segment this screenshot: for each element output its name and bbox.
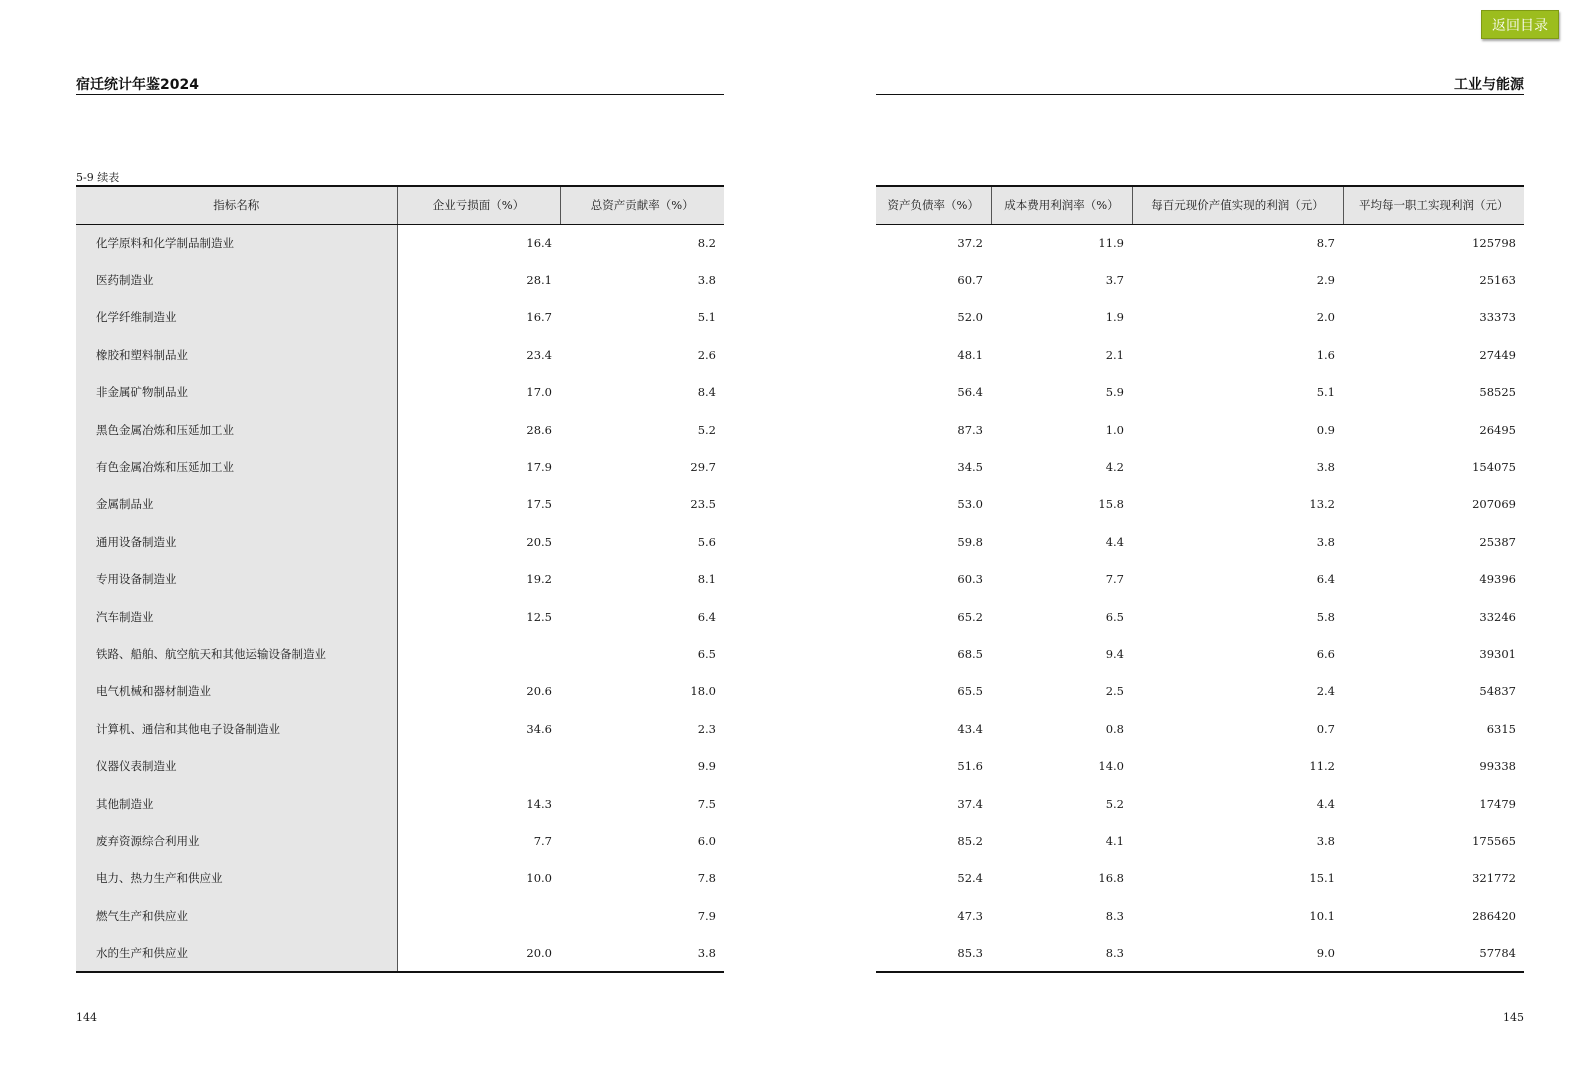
table-row xyxy=(876,897,1524,934)
value-cell: 18.0 xyxy=(690,684,716,699)
indicator-name-cell: 化学纤维制造业 xyxy=(76,299,397,336)
table-row xyxy=(76,448,724,485)
indicator-name-cell: 其他制造业 xyxy=(76,785,397,822)
value-cell: 20.5 xyxy=(526,534,552,549)
value-cell: 16.8 xyxy=(1098,871,1124,886)
value-cell: 14.3 xyxy=(526,796,552,811)
value-cell: 0.7 xyxy=(1316,721,1335,736)
value-cell: 37.4 xyxy=(957,796,983,811)
table-row xyxy=(76,486,724,523)
value-cell: 5.9 xyxy=(1105,385,1124,400)
table-row xyxy=(876,822,1524,859)
table-row xyxy=(76,561,724,598)
value-cell: 52.4 xyxy=(957,871,983,886)
value-cell: 20.6 xyxy=(526,684,552,699)
value-cell: 33373 xyxy=(1479,310,1516,325)
right-page-header: 工业与能源 xyxy=(1454,77,1524,93)
value-cell: 2.1 xyxy=(1105,347,1124,362)
right-data-table xyxy=(876,185,1524,973)
value-cell: 47.3 xyxy=(957,908,983,923)
indicator-name-cell: 仪器仪表制造业 xyxy=(76,747,397,784)
value-cell: 7.8 xyxy=(697,871,716,886)
value-cell: 2.0 xyxy=(1316,310,1335,325)
value-cell: 321772 xyxy=(1472,871,1516,886)
value-cell: 23.5 xyxy=(690,497,716,512)
table-row xyxy=(876,374,1524,411)
indicator-name-cell: 铁路、船舶、航空航天和其他运输设备制造业 xyxy=(76,635,397,672)
value-cell: 60.3 xyxy=(957,572,983,587)
value-cell: 6315 xyxy=(1486,721,1516,736)
value-cell: 15.1 xyxy=(1309,871,1335,886)
value-cell: 2.3 xyxy=(697,721,716,736)
indicator-name-cell: 橡胶和塑料制品业 xyxy=(76,336,397,373)
value-cell: 20.0 xyxy=(397,934,560,971)
value-cell: 26495 xyxy=(1479,422,1516,437)
table-row xyxy=(76,747,724,784)
value-cell: 52.0 xyxy=(957,310,983,325)
column-header: 企业亏损面（%） xyxy=(397,186,560,224)
value-cell: 59.8 xyxy=(957,534,983,549)
value-cell: 7.9 xyxy=(697,908,716,923)
table-row xyxy=(76,411,724,448)
value-cell: 17.9 xyxy=(526,460,552,475)
table-row xyxy=(876,523,1524,560)
table-row xyxy=(876,934,1524,971)
table-row xyxy=(76,785,724,822)
left-table-header-row xyxy=(76,186,724,224)
indicator-name-cell: 电气机械和器材制造业 xyxy=(76,673,397,710)
value-cell: 17479 xyxy=(1479,796,1516,811)
table-row xyxy=(876,598,1524,635)
value-cell: 65.5 xyxy=(957,684,983,699)
value-cell: 6.4 xyxy=(697,609,716,624)
table-row xyxy=(876,448,1524,485)
value-cell xyxy=(397,747,560,784)
value-cell: 5.1 xyxy=(697,310,716,325)
table-row xyxy=(876,336,1524,373)
value-cell: 3.8 xyxy=(1316,460,1335,475)
indicator-name-cell: 电力、热力生产和供应业 xyxy=(76,860,397,897)
value-cell: 5.6 xyxy=(697,534,716,549)
value-cell: 3.8 xyxy=(697,273,716,288)
value-cell: 53.0 xyxy=(957,497,983,512)
value-cell: 1.0 xyxy=(1105,422,1124,437)
value-cell: 68.5 xyxy=(957,646,983,661)
value-cell: 16.7 xyxy=(526,310,552,325)
value-cell: 48.1 xyxy=(957,347,983,362)
value-cell xyxy=(397,897,560,934)
value-cell: 4.1 xyxy=(1105,833,1124,848)
value-cell: 37.2 xyxy=(957,235,983,250)
value-cell: 3.8 xyxy=(560,934,724,971)
column-header: 平均每一职工实现利润（元） xyxy=(1343,186,1524,224)
value-cell: 57784 xyxy=(1343,934,1524,971)
value-cell: 58525 xyxy=(1479,385,1516,400)
indicator-name-cell: 医药制造业 xyxy=(76,261,397,298)
value-cell: 5.8 xyxy=(1316,609,1335,624)
value-cell: 2.5 xyxy=(1105,684,1124,699)
value-cell: 54837 xyxy=(1479,684,1516,699)
value-cell: 175565 xyxy=(1472,833,1516,848)
table-row xyxy=(876,710,1524,747)
indicator-name-cell: 专用设备制造业 xyxy=(76,561,397,598)
value-cell: 7.7 xyxy=(533,833,552,848)
value-cell: 154075 xyxy=(1472,460,1516,475)
table-row xyxy=(76,934,724,971)
value-cell: 6.4 xyxy=(1316,572,1335,587)
value-cell: 19.2 xyxy=(526,572,552,587)
value-cell: 23.4 xyxy=(526,347,552,362)
value-cell xyxy=(397,635,560,672)
indicator-name-cell: 通用设备制造业 xyxy=(76,523,397,560)
value-cell: 8.3 xyxy=(991,934,1132,971)
value-cell: 11.2 xyxy=(1309,759,1335,774)
value-cell: 2.4 xyxy=(1316,684,1335,699)
value-cell: 0.8 xyxy=(1105,721,1124,736)
value-cell: 9.4 xyxy=(1105,646,1124,661)
value-cell: 7.7 xyxy=(1105,572,1124,587)
right-table-header-row xyxy=(876,186,1524,224)
indicator-name-cell: 废弃资源综合利用业 xyxy=(76,822,397,859)
value-cell: 14.0 xyxy=(1098,759,1124,774)
value-cell: 9.9 xyxy=(697,759,716,774)
table-row xyxy=(876,673,1524,710)
value-cell: 6.5 xyxy=(697,646,716,661)
value-cell: 5.1 xyxy=(1316,385,1335,400)
value-cell: 3.8 xyxy=(1316,833,1335,848)
value-cell: 10.0 xyxy=(526,871,552,886)
back-to-contents-button[interactable]: 返回目录 xyxy=(1481,10,1559,39)
table-row xyxy=(76,374,724,411)
indicator-name-cell: 非金属矿物制品业 xyxy=(76,374,397,411)
value-cell: 8.4 xyxy=(697,385,716,400)
value-cell: 5.2 xyxy=(1105,796,1124,811)
indicator-name-cell: 化学原料和化学制品制造业 xyxy=(76,224,397,261)
value-cell: 39301 xyxy=(1479,646,1516,661)
value-cell: 17.5 xyxy=(526,497,552,512)
column-header: 指标名称 xyxy=(76,186,397,224)
value-cell: 28.6 xyxy=(526,422,552,437)
value-cell: 13.2 xyxy=(1309,497,1335,512)
left-page-header: 宿迁统计年鉴2024 xyxy=(76,77,199,93)
value-cell: 56.4 xyxy=(957,385,983,400)
value-cell: 17.0 xyxy=(526,385,552,400)
value-cell: 207069 xyxy=(1472,497,1516,512)
table-row xyxy=(76,299,724,336)
value-cell: 27449 xyxy=(1479,347,1516,362)
value-cell: 3.7 xyxy=(1105,273,1124,288)
value-cell: 2.6 xyxy=(697,347,716,362)
column-header: 资产负债率（%） xyxy=(876,186,991,224)
value-cell: 1.6 xyxy=(1316,347,1335,362)
value-cell: 2.9 xyxy=(1316,273,1335,288)
right-header-rule xyxy=(876,94,1524,95)
table-row xyxy=(76,710,724,747)
indicator-name-cell: 黑色金属冶炼和压延加工业 xyxy=(76,411,397,448)
table-row xyxy=(876,561,1524,598)
table-row xyxy=(876,411,1524,448)
table-row xyxy=(76,598,724,635)
column-header: 每百元现价产值实现的利润（元） xyxy=(1132,186,1343,224)
value-cell: 29.7 xyxy=(690,460,716,475)
left-header-rule xyxy=(76,94,724,95)
table-row xyxy=(76,635,724,672)
value-cell: 34.6 xyxy=(526,721,552,736)
value-cell: 10.1 xyxy=(1309,908,1335,923)
table-row xyxy=(876,299,1524,336)
indicator-name-cell: 金属制品业 xyxy=(76,486,397,523)
value-cell: 25387 xyxy=(1479,534,1516,549)
value-cell: 1.9 xyxy=(1105,310,1124,325)
value-cell: 8.7 xyxy=(1316,235,1335,250)
value-cell: 8.2 xyxy=(697,235,716,250)
table-row xyxy=(76,523,724,560)
table-row xyxy=(876,224,1524,261)
value-cell: 3.8 xyxy=(1316,534,1335,549)
value-cell: 7.5 xyxy=(697,796,716,811)
indicator-name-cell: 水的生产和供应业 xyxy=(76,934,397,971)
value-cell: 49396 xyxy=(1479,572,1516,587)
left-page-number: 144 xyxy=(76,1011,97,1024)
value-cell: 28.1 xyxy=(526,273,552,288)
value-cell: 4.2 xyxy=(1105,460,1124,475)
table-caption: 5-9 续表 xyxy=(76,171,120,184)
value-cell: 9.0 xyxy=(1132,934,1343,971)
table-row xyxy=(876,747,1524,784)
value-cell: 12.5 xyxy=(526,609,552,624)
value-cell: 15.8 xyxy=(1098,497,1124,512)
table-row xyxy=(876,261,1524,298)
value-cell: 8.3 xyxy=(1105,908,1124,923)
column-header: 成本费用利润率（%） xyxy=(991,186,1132,224)
value-cell: 99338 xyxy=(1479,759,1516,774)
indicator-name-cell: 计算机、通信和其他电子设备制造业 xyxy=(76,710,397,747)
value-cell: 51.6 xyxy=(957,759,983,774)
value-cell: 125798 xyxy=(1472,235,1516,250)
table-row xyxy=(76,336,724,373)
table-row xyxy=(876,860,1524,897)
value-cell: 8.1 xyxy=(697,572,716,587)
value-cell: 6.6 xyxy=(1316,646,1335,661)
value-cell: 65.2 xyxy=(957,609,983,624)
indicator-name-cell: 有色金属冶炼和压延加工业 xyxy=(76,448,397,485)
table-row xyxy=(76,860,724,897)
indicator-name-cell: 燃气生产和供应业 xyxy=(76,897,397,934)
value-cell: 0.9 xyxy=(1316,422,1335,437)
indicator-name-cell: 汽车制造业 xyxy=(76,598,397,635)
right-page-number: 145 xyxy=(1503,1011,1524,1024)
column-header: 总资产贡献率（%） xyxy=(560,186,724,224)
table-row xyxy=(76,673,724,710)
value-cell: 5.2 xyxy=(697,422,716,437)
value-cell: 6.5 xyxy=(1105,609,1124,624)
value-cell: 16.4 xyxy=(526,235,552,250)
value-cell: 11.9 xyxy=(1098,235,1124,250)
value-cell: 4.4 xyxy=(1105,534,1124,549)
value-cell: 33246 xyxy=(1479,609,1516,624)
table-row xyxy=(876,635,1524,672)
value-cell: 25163 xyxy=(1479,273,1516,288)
value-cell: 34.5 xyxy=(957,460,983,475)
value-cell: 85.3 xyxy=(876,934,991,971)
table-row xyxy=(876,486,1524,523)
left-data-table xyxy=(76,185,724,973)
value-cell: 6.0 xyxy=(697,833,716,848)
table-row xyxy=(76,261,724,298)
value-cell: 87.3 xyxy=(957,422,983,437)
table-row xyxy=(76,224,724,261)
value-cell: 60.7 xyxy=(957,273,983,288)
value-cell: 4.4 xyxy=(1316,796,1335,811)
value-cell: 43.4 xyxy=(957,721,983,736)
table-row xyxy=(876,785,1524,822)
table-row xyxy=(76,822,724,859)
value-cell: 286420 xyxy=(1472,908,1516,923)
table-row xyxy=(76,897,724,934)
value-cell: 85.2 xyxy=(957,833,983,848)
